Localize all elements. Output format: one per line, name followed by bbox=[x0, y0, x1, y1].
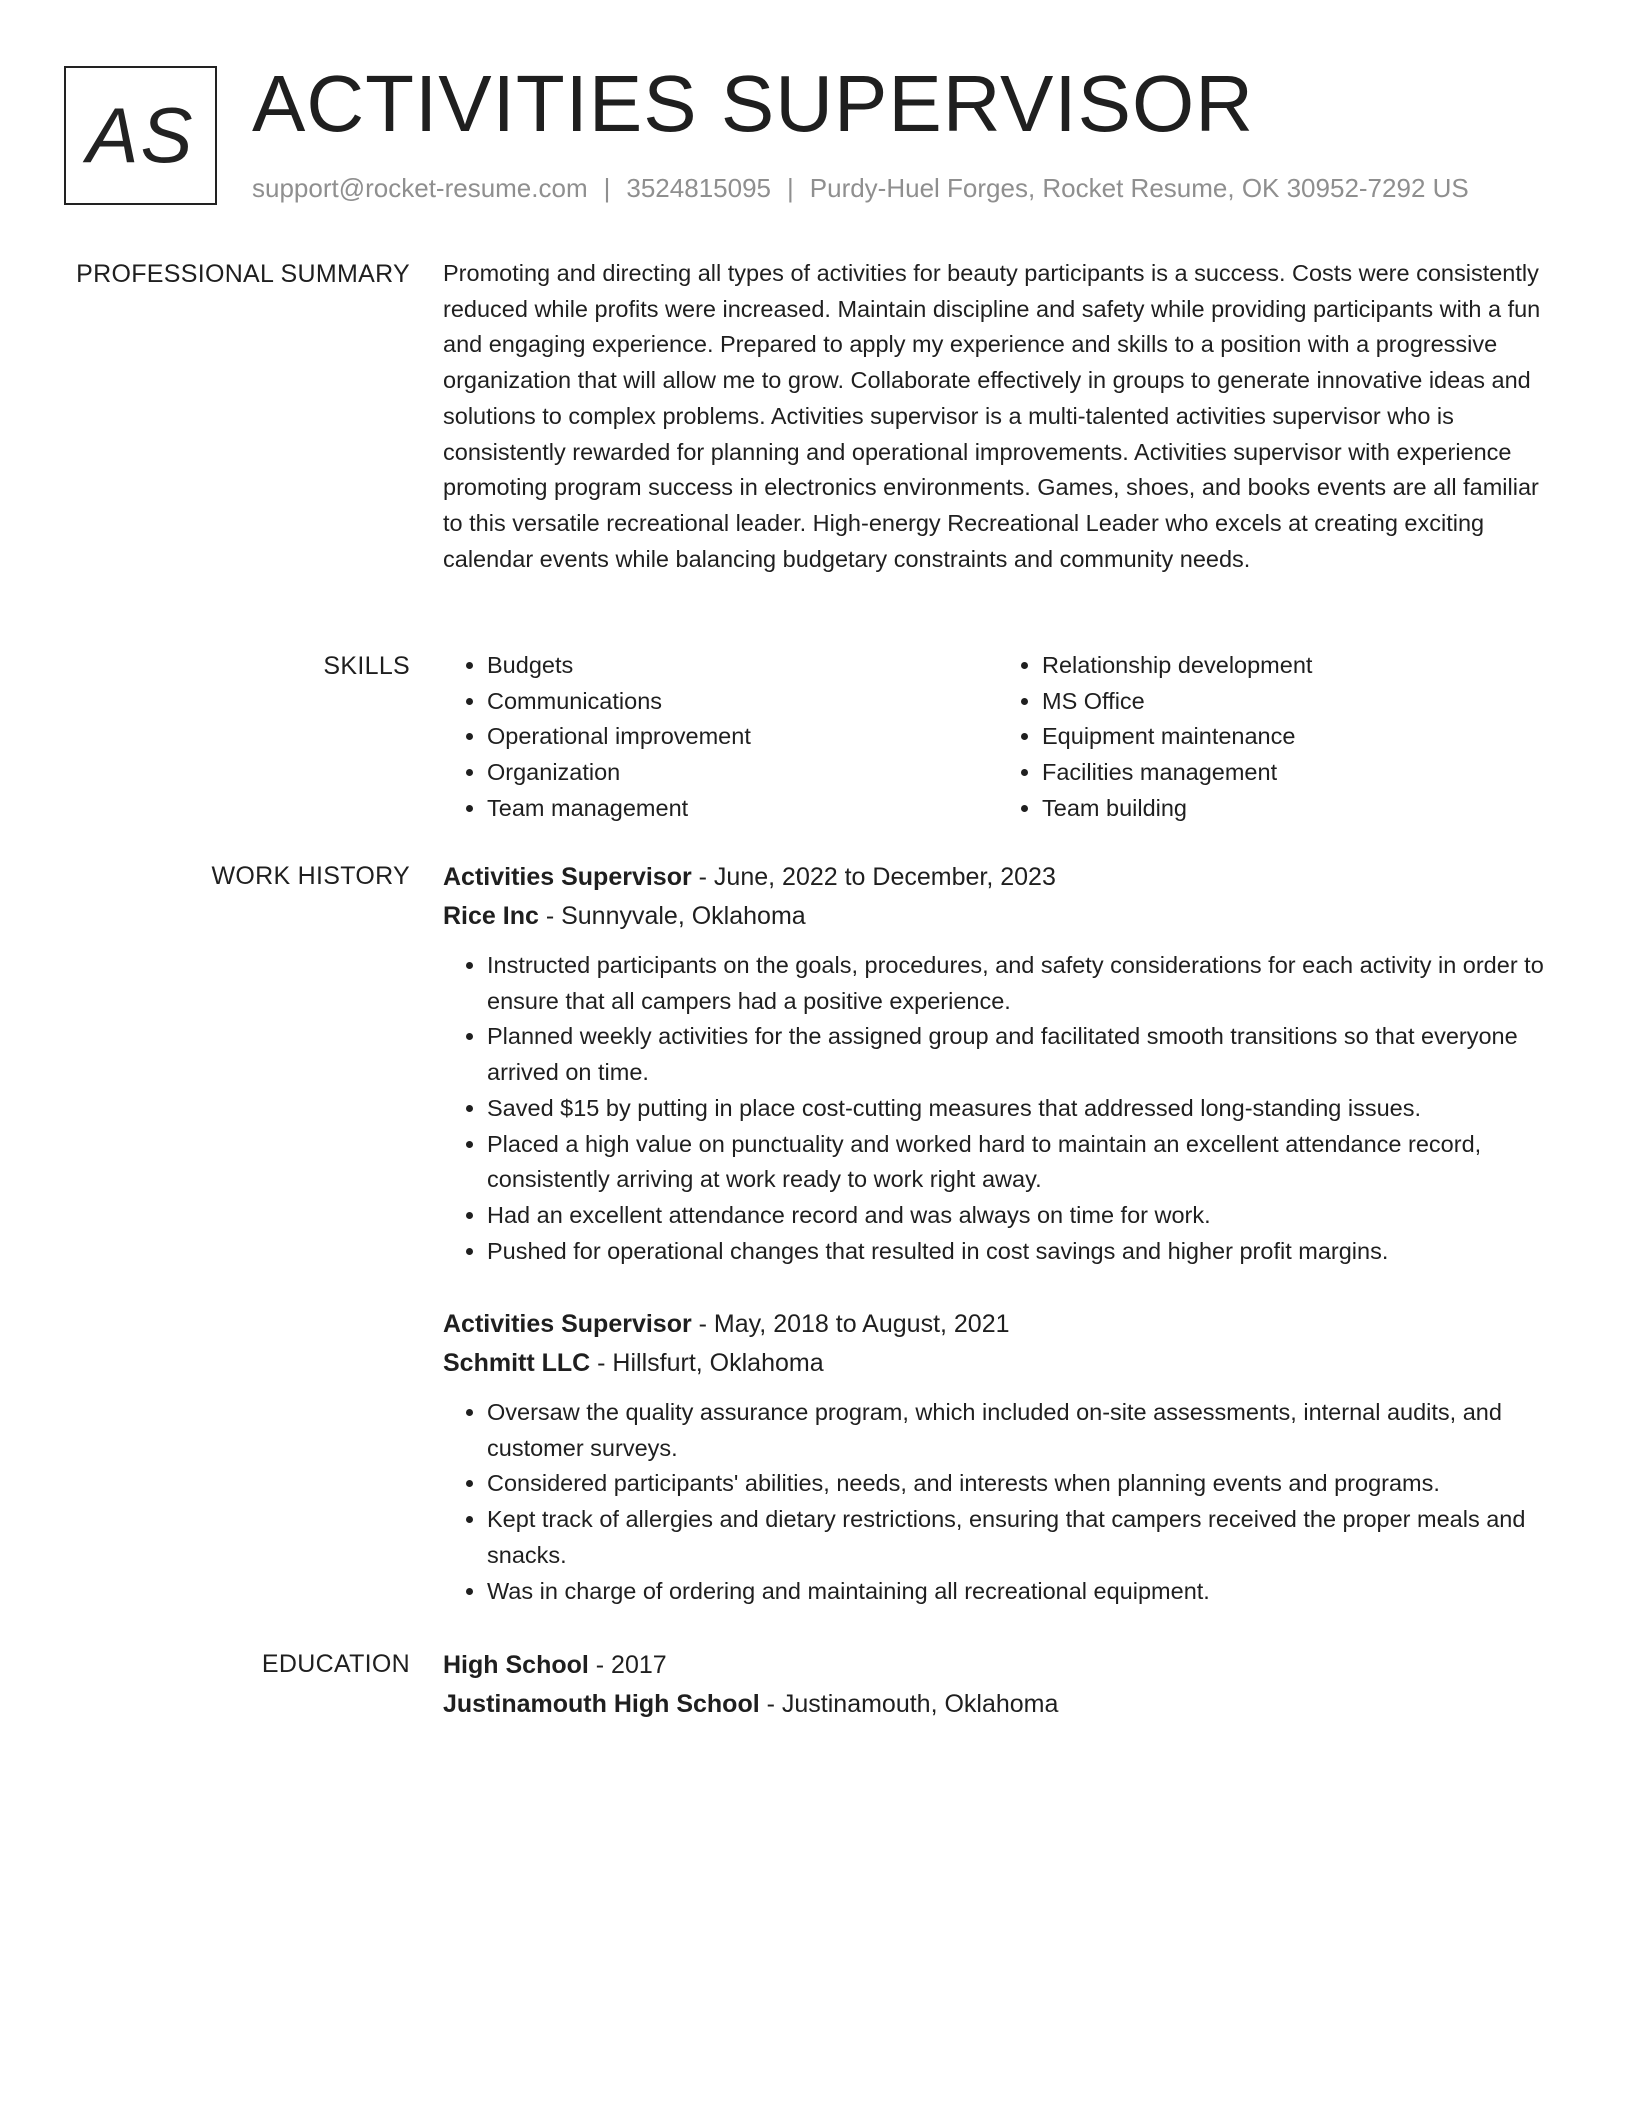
job-dates: - June, 2022 to December, 2023 bbox=[691, 863, 1056, 891]
skill-item: • Relationship development bbox=[1042, 648, 1553, 684]
job-bullet: • Had an excellent attendance record and was always on time for work. bbox=[487, 1198, 1553, 1234]
job-bullet: • Considered participants' abilities, needs, and interests when planning events and programs. bbox=[487, 1466, 1553, 1502]
education-degree: High School bbox=[443, 1651, 589, 1679]
education-location: - Justinamouth, Oklahoma bbox=[759, 1690, 1059, 1718]
section-title-education: EDUCATION bbox=[261, 1650, 410, 1678]
job-entry bbox=[443, 858, 1553, 1269]
job-title-line bbox=[443, 1305, 1553, 1344]
skill-item: • Communications bbox=[487, 684, 998, 720]
job-company: Rice Inc bbox=[443, 902, 539, 930]
job-bullet: • Saved $15 by putting in place cost-cutting measures that addressed long-standing issues. bbox=[487, 1091, 1553, 1127]
skill-item: • Team management bbox=[487, 791, 998, 827]
job-entry bbox=[443, 1305, 1553, 1609]
education-school: Justinamouth High School bbox=[443, 1690, 760, 1718]
job-dates: - May, 2018 to August, 2021 bbox=[691, 1310, 1010, 1338]
resume-name: ACTIVITIES SUPERVISOR bbox=[252, 59, 1254, 148]
education-entry bbox=[443, 1646, 1553, 1724]
job-position: Activities Supervisor bbox=[443, 863, 692, 891]
job-bullet: • Planned weekly activities for the assigned group and facilitated smooth transitions so that everyone arrived on time. bbox=[487, 1019, 1553, 1090]
job-bullets bbox=[443, 948, 1553, 1269]
job-location: - Hillsfurt, Oklahoma bbox=[590, 1349, 824, 1377]
skills-list-right bbox=[998, 648, 1553, 827]
skill-item: • Facilities management bbox=[1042, 755, 1553, 791]
job-company-line bbox=[443, 1344, 1553, 1383]
contact-separator: | bbox=[603, 173, 611, 203]
contact-phone[interactable]: 3524815095 bbox=[626, 173, 771, 203]
job-bullet: • Oversaw the quality assurance program, which included on-site assessments, internal audits, and customer surveys. bbox=[487, 1395, 1553, 1466]
section-title-work-history: WORK HISTORY bbox=[211, 862, 410, 890]
contact-address: Purdy-Huel Forges, Rocket Resume, OK 30952-7292 US bbox=[809, 173, 1469, 203]
skill-item: • Team building bbox=[1042, 791, 1553, 827]
skill-item: • MS Office bbox=[1042, 684, 1553, 720]
job-bullet: • Pushed for operational changes that resulted in cost savings and higher profit margins. bbox=[487, 1234, 1553, 1270]
summary-text: Promoting and directing all types of activities for beauty participants is a success. Costs were consistently reduced while profits were increased. Maintain discipline and safety while providing participants with a fun and engaging experience. Prepared to apply my experience and skills to a position with a progressive organization that will allow me to grow. Collaborate effectively in groups to generate innovative ideas and solutions to complex problems. Activities supervisor is a multi-talented activities supervisor who is consistently rewarded for planning and operational improvements. Activities supervisor with experience promoting program success in electronics environments. Games, shoes, and books events are all familiar to this versatile recreational leader. High-energy Recreational Leader who excels at creating exciting calendar events while balancing budgetary constraints and community needs. bbox=[443, 260, 1541, 572]
skill-item: • Equipment maintenance bbox=[1042, 719, 1553, 755]
job-location: - Sunnyvale, Oklahoma bbox=[538, 902, 806, 930]
job-title-line bbox=[443, 858, 1553, 897]
contact-separator: | bbox=[787, 173, 794, 203]
job-company: Schmitt LLC bbox=[443, 1349, 591, 1377]
job-bullet: • Placed a high value on punctuality and worked hard to maintain an excellent attendance record, consistently arriving at work ready to work right away. bbox=[487, 1127, 1553, 1198]
job-bullet: • Was in charge of ordering and maintaining all recreational equipment. bbox=[487, 1574, 1553, 1610]
job-bullet: • Instructed participants on the goals, procedures, and safety considerations for each activity in order to ensure that all campers had a positive experience. bbox=[487, 948, 1553, 1019]
job-company-line bbox=[443, 897, 1553, 936]
job-bullets bbox=[443, 1395, 1553, 1609]
skills-columns bbox=[443, 648, 1553, 827]
section-title-skills: SKILLS bbox=[323, 652, 410, 680]
skill-item: • Organization bbox=[487, 755, 998, 791]
section-title-summary: PROFESSIONAL SUMMARY bbox=[76, 260, 410, 288]
skills-list-left bbox=[443, 648, 998, 827]
education-school-line bbox=[443, 1685, 1553, 1724]
education-year: - 2017 bbox=[588, 1651, 667, 1679]
skill-item: • Budgets bbox=[487, 648, 998, 684]
contact-email[interactable]: support@rocket-resume.com bbox=[252, 173, 588, 203]
monogram-logo: AS bbox=[64, 66, 217, 205]
education-degree-line bbox=[443, 1646, 1553, 1685]
job-position: Activities Supervisor bbox=[443, 1310, 692, 1338]
contact-line bbox=[252, 172, 1469, 206]
skill-item: • Operational improvement bbox=[487, 719, 998, 755]
job-bullet: • Kept track of allergies and dietary restrictions, ensuring that campers received the proper meals and snacks. bbox=[487, 1502, 1553, 1573]
